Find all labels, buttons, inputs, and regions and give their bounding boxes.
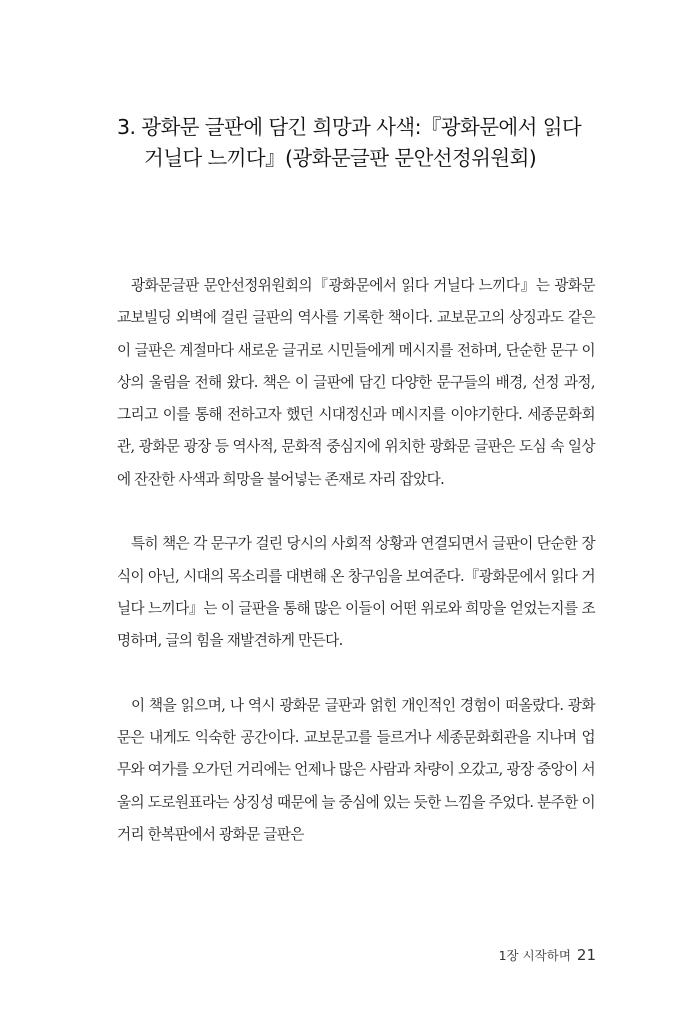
section-heading-line-1: 3. 광화문 글판에 담긴 희망과 사색:『광화문에서 읽다 [117,115,582,139]
body-text [117,270,595,884]
running-chapter-title: 1장 시작하며 [498,948,571,963]
page-number: 21 [576,946,596,964]
page-footer [499,946,596,964]
paragraph-3: 이 책을 읽으며, 나 역시 광화문 글판과 얽힌 개인적인 경험이 떠올랐다. 광화문은 내게도 익숙한 공간이다. 교보문고를 들르거나 세종문화회관을 지나며 업무와 여가를 오가던 거리에는 언제나 많은 사람과 차량이 오갔고, 광장 중앙이 서울의 도로원표라는 상징성 때문에 늘 중심에 있는 듯한 느낌을 주었다. 분주한 이 거리 한복판에서 광화문 글판은 [117,696,595,844]
section-heading [117,112,617,174]
paragraph-1: 광화문글판 문안선정위원회의『광화문에서 읽다 거닐다 느끼다』는 광화문 교보빌딩 외벽에 걸린 글판의 역사를 기록한 책이다. 교보문고의 상징과도 같은 이 글판은 계절마다 새로운 글귀로 시민들에게 메시지를 전하며, 단순한 문구 이상의 울림을 전해 왔다. 책은 이 글판에 담긴 다양한 문구들의 배경, 선정 과정, 그리고 이를 통해 전하고자 했던 시대정신과 메시지를 이야기한다. 세종문화회관, 광화문 광장 등 역사적, 문화적 중심지에 위치한 광화문 글판은 도심 속 일상에 잔잔한 사색과 희망을 불어넣는 존재로 자리 잡았다. [117,277,595,488]
section-heading-line-2: 거닐다 느끼다』(광화문글판 문안선정위원회) [144,146,537,170]
paragraph-2: 특히 책은 각 문구가 걸린 당시의 사회적 상황과 연결되면서 글판이 단순한 장식이 아닌, 시대의 목소리를 대변해 온 창구임을 보여준다.『광화문에서 읽다 거닐다 느끼다』는 이 글판을 통해 많은 이들이 어떤 위로와 희망을 얻었는지를 조명하며, 글의 힘을 재발견하게 만든다. [117,535,595,650]
